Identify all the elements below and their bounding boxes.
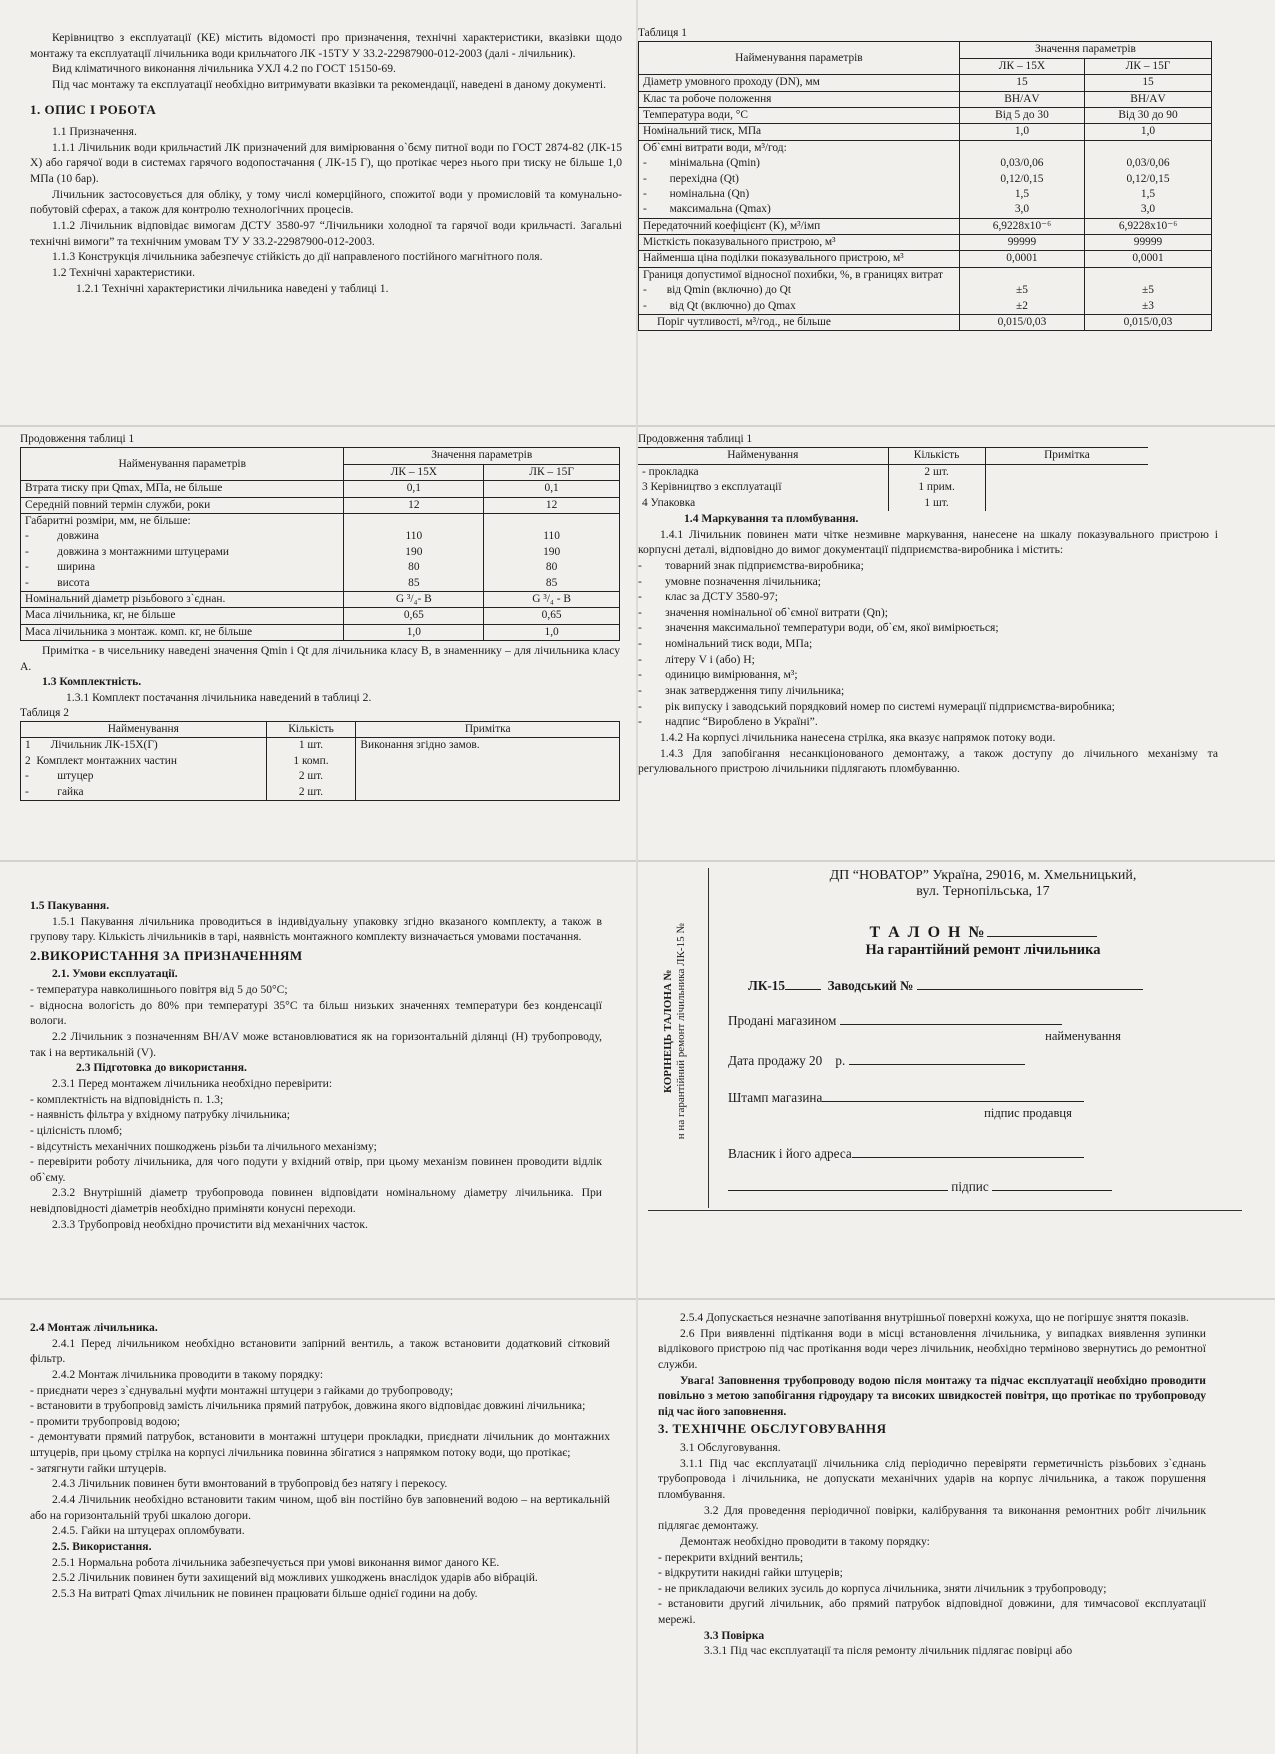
cell: Діаметр умовного проходу (DN), мм: [639, 75, 960, 91]
cell: [21, 785, 267, 801]
error-label: від Qt (включно) до Qmax: [669, 299, 796, 312]
table-1-continuation-kit: [638, 447, 1148, 511]
cell: 0,015/0,03: [1085, 315, 1212, 331]
error-item: - від Qt (включно) до Qmax: [643, 299, 796, 312]
list-item-text: рік випуску і заводський порядковий номер по системі нумерації підприємства-виробника;: [665, 699, 1115, 713]
cell: 6,9228x10⁻⁶: [959, 218, 1084, 234]
cell: [21, 738, 267, 754]
table-row: [21, 497, 620, 513]
clause-3-3: 3.3 Повірка: [704, 1628, 765, 1642]
list-item: - рік випуску і заводський порядковий номер по системі нумерації підприємства-виробника;: [638, 699, 1115, 713]
value: 1,5: [1140, 187, 1156, 200]
coupon-bottom-line: [648, 1210, 1242, 1211]
clause-2-4-2: 2.4.2 Монтаж лічильника проводити в такому порядку:: [52, 1367, 324, 1381]
clause-1-4-1: 1.4.1 Лічильник повинен мати чітке незмивне маркування, нанесене на шкалу показувального пристрою і корпусні деталі, відповідно до вимог документації підприємства-виробника і містить:: [638, 527, 1218, 557]
coupon-form: [728, 868, 1238, 1195]
list-item: - встановити другий лічильник, або прямий патрубок відповідної довжини, для тимчасової експлуатації мережі.: [658, 1597, 1206, 1627]
dim-item: - довжина з монтажними штуцерами: [25, 545, 230, 558]
cell: 0,0001: [959, 251, 1084, 267]
table-row: [21, 754, 620, 769]
panel-maintenance: [658, 1310, 1206, 1659]
shop-caption: найменування: [1045, 1029, 1121, 1043]
flow-label: перехідна (Qt): [669, 172, 739, 185]
list-item: - літеру V і (або) Н;: [638, 652, 755, 666]
row-name: штуцер: [57, 770, 94, 783]
error-item: - від Qmin (включно) до Qt: [643, 284, 792, 297]
clause-1-2: 1.2 Технічні характеристики.: [52, 265, 195, 279]
cell: Місткість показувального пристрою, м³: [639, 235, 960, 251]
cell: 1,0: [484, 624, 620, 640]
cell: Середній повний термін служби, роки: [21, 497, 344, 513]
table-note: Примітка - в чисельнику наведені значення Qmin і Qt для лічильника класу В, в знаменнику – для лічильника класу А.: [20, 644, 620, 673]
section-title-2: 2.ВИКОРИСТАННЯ ЗА ПРИЗНАЧЕННЯМ: [30, 947, 303, 963]
value: 0,12/0,15: [1000, 172, 1044, 185]
clause-3-1-1: 3.1.1 Під час експлуатації лічильника слід періодично перевіряти герметичність різьбових з`єднань трубопровода і лічильника, не допускати механічних ударів на корпус лічильника, а також порушення пломбування.: [658, 1456, 1206, 1501]
talon-number-field[interactable]: [987, 922, 1097, 937]
cell: [959, 140, 1084, 218]
cell: G ³/₄- В: [344, 591, 484, 607]
coupon-title-text: Т А Л О Н №: [869, 924, 987, 941]
coupon-title: [728, 922, 1238, 942]
table-row: [639, 267, 1212, 314]
panel-marking: [638, 432, 1218, 777]
clause-3-2: 3.2 Для проведення періодичної повірки, калібрування та виконання ремонтних робіт лічильник підлягає демонтажу.: [658, 1503, 1206, 1533]
climate-text: Вид кліматичного виконання лічильника УХЛ 4.2 по ГОСТ 15150-69.: [52, 62, 396, 76]
row-number: 1: [25, 739, 31, 752]
coupon-stub: [648, 868, 709, 1208]
value: ±5: [1015, 284, 1028, 297]
cell: 1 шт.: [888, 496, 985, 511]
table-row: [639, 140, 1212, 218]
cell: 12: [484, 497, 620, 513]
owner-field[interactable]: [852, 1143, 1084, 1158]
list-item: - відсутність механічних пошкоджень різьби та лічильного механізму;: [30, 1139, 377, 1153]
list-item: - перевірити роботу лічильника, для чого подути у вхідний отвір, при цьому механізм повинен проводити відлік об`єму.: [30, 1155, 602, 1184]
cell: 1,0: [959, 124, 1084, 140]
clause-1-1-2: 1.1.2 Лічильник відповідає вимогам ДСТУ 3580-97 “Лічильники холодної та гарячої води крильчасті. Загальні технічні вимоги” та технічним умовам ТУ У 33.2-22987900-012-2003.: [30, 218, 622, 248]
table-row: [21, 513, 620, 591]
table-row: [21, 769, 620, 784]
clause-2-3-2: 2.3.2 Внутрішній діаметр трубопровода повинен відповідати номінальному діаметру лічильника. При невідповідності діаметрів необхідно приміняти конусні переходи.: [30, 1186, 602, 1216]
table-row: [21, 738, 620, 754]
cell: Найменша ціна поділки показувального пристрою, м³: [639, 251, 960, 267]
table-row: [639, 218, 1212, 234]
cell: [344, 513, 484, 591]
warranty-coupon: [648, 868, 1242, 1210]
list-item-text: номінальний тиск води, МПа;: [665, 637, 813, 651]
clause-2-5-2: 2.5.2 Лічильник повинен бути захищений від можливих ушкоджень внаслідок ударів або вібрацій.: [52, 1571, 538, 1585]
clause-1-4-2: 1.4.2 На корпусі лічильника нанесена стрілка, яка вказує напрямок потоку води.: [660, 730, 1056, 744]
table-row: [21, 608, 620, 624]
cell: Клас та робоче положення: [639, 91, 960, 107]
shop-row: [728, 1010, 1238, 1029]
flow-label: максимальна (Qmax): [669, 203, 771, 216]
cell: 0,1: [484, 481, 620, 497]
sale-year-label: р.: [835, 1053, 846, 1068]
company-name: ДП “НОВАТОР” Україна, 29016, м. Хмельницький,: [829, 868, 1137, 883]
table-row: [639, 124, 1212, 140]
cell: 15: [1085, 75, 1212, 91]
owner-address-field[interactable]: [728, 1176, 948, 1191]
cell: G ³/₄ - В: [484, 591, 620, 607]
flow-title: Об`ємні витрати води, м³/год:: [643, 141, 787, 154]
column-header: Значення параметрів: [344, 448, 620, 464]
table-2: [20, 721, 620, 801]
value: 190: [405, 545, 423, 558]
list-item: - одиницю вимірювання, м³;: [638, 668, 798, 682]
value: 80: [545, 561, 558, 574]
dim-label: довжина: [57, 530, 99, 543]
list-item: - надпис “Вироблено в Україні”.: [638, 715, 818, 729]
cell: 1 прим.: [888, 480, 985, 495]
column-header: Примітка: [356, 722, 620, 738]
factory-number-field[interactable]: [917, 975, 1143, 990]
column-header: Найменування параметрів: [21, 448, 344, 481]
panel-mounting: [30, 1320, 610, 1602]
list-item: - відкрутити накидні гайки штуцерів;: [658, 1566, 843, 1580]
stamp-field[interactable]: [822, 1087, 1084, 1102]
value: 3,0: [1140, 203, 1156, 216]
flow-item: - номінальна (Qn): [643, 187, 750, 200]
table-row: [639, 75, 1212, 91]
dim-item: - довжина: [25, 530, 99, 543]
cell: 2 шт.: [266, 769, 356, 784]
cell: 0,0001: [1085, 251, 1212, 267]
value: 0,03/0,06: [1000, 157, 1044, 170]
cell: 12: [344, 497, 484, 513]
row-number: -: [25, 785, 29, 798]
cell: [1085, 140, 1212, 218]
clause-2-1: 2.1. Умови експлуатації.: [52, 967, 178, 981]
dim-item: - ширина: [25, 561, 96, 574]
column-header: Примітка: [985, 448, 1148, 464]
owner-signature-field[interactable]: [992, 1176, 1112, 1191]
table-row: [639, 91, 1212, 107]
flow-item: - максимальна (Qmax): [643, 203, 771, 216]
clause-2-6: 2.6 При виявленні підтікання води в місці встановлення лічильника, у випадках виявлення зупинки відлікового пристрою під час протікання води через лічильник, необхідно терміново звернутись до ремонтної служби.: [658, 1326, 1206, 1371]
value: 0,03/0,06: [1126, 157, 1170, 170]
dim-item: - висота: [25, 576, 90, 589]
list-item-text: значення номінальної об`ємної витрати (Qn);: [665, 605, 888, 619]
clause-1-1: 1.1 Призначення.: [52, 125, 137, 139]
table-1-continuation: [20, 447, 620, 641]
stamp-row: [728, 1087, 1238, 1106]
flow-label: номінальна (Qn): [669, 187, 750, 200]
cell: Поріг чутливості, м³/год., не більше: [639, 315, 960, 331]
cell: [356, 785, 620, 801]
cell: Номінальний діаметр різьбового з`єднан.: [21, 591, 344, 607]
table-row: [639, 107, 1212, 123]
list-item-text: значення максимальної температури води, об`єм, якої вимірюється;: [665, 621, 999, 635]
value: 80: [408, 561, 420, 574]
seller-signature-caption: підпис продавця: [984, 1106, 1072, 1120]
value: 3,0: [1014, 203, 1030, 216]
cell: Маса лічильника, кг, не більше: [21, 608, 344, 624]
clause-1-5: 1.5 Пакування.: [30, 899, 110, 912]
column-header: ЛК – 15Г: [1085, 58, 1212, 74]
value: 85: [408, 576, 420, 589]
table-row: [638, 496, 1148, 511]
value: 110: [405, 530, 423, 543]
check-list: [30, 1092, 602, 1186]
list-item: - демонтувати прямий патрубок, встановити в монтажні штуцери прокладки, приєднати лічильник до монтажних штуцерів, при цьому стрілка на корпусі лічильника повинна збігатися з напрямком потоку води, що протікає;: [30, 1430, 610, 1460]
panel-usage: [30, 898, 602, 1232]
intro-text: Керівництво з експлуатації (КЕ) містить відомості про призначення, технічні характеристики, вказівки щодо монтажу та експлуатації лічильника води крильчатого ЛК -15ТУ У 33.2-22987900-012-2003 (далі - лічильник).: [30, 31, 622, 60]
table-row: [639, 235, 1212, 251]
cell: ВН/АV: [1085, 91, 1212, 107]
list-item: - не прикладаючи великих зусиль до корпуса лічильника, зняти лічильник з трубопроводу;: [658, 1581, 1107, 1595]
table-row: [639, 315, 1212, 331]
list-item: - затягнути гайки штуцерів.: [30, 1461, 167, 1475]
clause-1-3-1: 1.3.1 Комплект постачання лічильника наведений в таблиці 2.: [66, 691, 372, 704]
clause-2-4-4: 2.4.4 Лічильник необхідно встановити таким чином, щоб він постійно був заповнений водою – на вертикальній або на горизонтальній трубі шкалою догори.: [30, 1493, 610, 1522]
owner-signature-label: підпис: [951, 1179, 989, 1194]
flow-label: мінімальна (Qmin): [669, 157, 760, 170]
row-name: Лічильник ЛК-15Х(Г): [50, 739, 158, 752]
stub-subtitle: н на гарантійний ремонт лічильника ЛК-15 №: [675, 923, 687, 1140]
clause-2-5-3: 2.5.3 На витраті Qmax лічильник не повинен працювати більше однієї години на добу.: [52, 1586, 478, 1600]
column-header: ЛК – 15Г: [484, 464, 620, 480]
cell: [21, 513, 344, 591]
cell: 2 шт.: [888, 464, 985, 480]
cell: 2 шт.: [266, 785, 356, 801]
list-item-text: клас за ДСТУ 3580-97;: [665, 590, 778, 604]
list-item-text: надпис “Вироблено в Україні”.: [665, 715, 818, 729]
table-row: [638, 464, 1148, 480]
coupon-subtitle: На гарантійний ремонт лічильника: [865, 942, 1101, 958]
cell: Від 30 до 90: [1085, 107, 1212, 123]
cell: [1085, 267, 1212, 314]
cell: [356, 769, 620, 784]
value: 85: [545, 576, 558, 589]
cell: [959, 267, 1084, 314]
column-header: Кількість: [888, 448, 985, 464]
cell: [21, 754, 267, 769]
mount-note: Під час монтажу та експлуатації необхідно витримувати вказівки та рекомендації, наведені в даному документі.: [52, 77, 606, 91]
flow-item: - мінімальна (Qmin): [643, 157, 760, 170]
clause-3-3-1: 3.3.1 Під час експлуатації та після ремонту лічильник підлягає повірці або: [704, 1644, 1073, 1658]
cell: 4 Упаковка: [638, 496, 888, 511]
clause-1-2-1: 1.2.1 Технічні характеристики лічильника наведені у таблиці 1.: [76, 281, 389, 295]
cell: 1,0: [1085, 124, 1212, 140]
table-caption: Продовження таблиці 1: [638, 433, 753, 445]
table-row: [21, 785, 620, 801]
value: 190: [543, 545, 561, 558]
clause-2-5-1: 2.5.1 Нормальна робота лічильника забезпечується при умові виконання вимог даного КЕ.: [52, 1555, 500, 1569]
clause-1-1-3: 1.1.3 Конструкція лічильника забезпечує стійкість до дії направленого постійного магнітного поля.: [52, 250, 543, 264]
row-name: Комплект монтажних частин: [36, 754, 177, 767]
clause-2-3-3: 2.3.3 Трубопровід необхідно прочистити від механічних часток.: [52, 1217, 368, 1231]
list-item: - значення номінальної об`ємної витрати (Qn);: [638, 605, 888, 619]
cell: Номінальний тиск, МПа: [639, 124, 960, 140]
cell: 1 комп.: [266, 754, 356, 769]
cell: 1 шт.: [266, 738, 356, 754]
sale-date-field[interactable]: [849, 1050, 1025, 1065]
clause-2-4-3: 2.4.3 Лічильник повинен бути вмонтований в трубопровід без натягу і перекосу.: [52, 1477, 448, 1491]
table-row: [21, 481, 620, 497]
value: 1,5: [1014, 187, 1030, 200]
usage-text: Лічильник застосовується для обліку, у тому числі комерційного, спожитої води у промисловій та комунально-побутовій сферах, а також для контролю технологічних процесів.: [30, 187, 622, 217]
value: ±2: [1015, 299, 1028, 312]
list-item: - промити трубопровід водою;: [30, 1414, 180, 1428]
cell: 1,0: [344, 624, 484, 640]
table-caption: Таблиця 2: [20, 706, 69, 719]
coupon-stub-text: [662, 896, 688, 1166]
section-title-1: 1. ОПИС І РОБОТА: [30, 101, 157, 117]
warning-text: Увага! Заповнення трубопроводу водою після монтажу та підчас експлуатації необхідно проводити повільно з метою запобігання гідроудару та високих швидкостей повітря, що протікає по трубопроводу під час його заповнення.: [658, 1373, 1206, 1418]
cell: 15: [959, 75, 1084, 91]
cell: 0,65: [484, 608, 620, 624]
cell: Маса лічильника з монтаж. комп. кг, не більше: [21, 624, 344, 640]
column-header: ЛК – 15Х: [344, 464, 484, 480]
owner-signature-row: [728, 1176, 1238, 1195]
clause-1-3: 1.3 Комплектність.: [42, 675, 142, 689]
table-caption: Продовження таблиці 1: [20, 433, 135, 445]
cell: 0,65: [344, 608, 484, 624]
table-row: [21, 591, 620, 607]
error-label: від Qmin (включно) до Qt: [666, 284, 792, 297]
cell: ВН/АV: [959, 91, 1084, 107]
factory-number-label: Заводський №: [827, 978, 914, 993]
clause-2-3: 2.3 Підготовка до використання.: [76, 1061, 247, 1075]
list-item-text: знак затвердження типу лічильника;: [665, 684, 845, 697]
panel-intro: [30, 30, 622, 296]
cell: 0,015/0,03: [959, 315, 1084, 331]
cell: [639, 267, 960, 314]
list-item: - знак затвердження типу лічильника;: [638, 684, 845, 697]
table-1: [638, 41, 1212, 331]
cell: [639, 140, 960, 218]
clause-1-4: 1.4 Маркування та пломбування.: [684, 511, 859, 525]
table-caption: Таблиця 1: [638, 27, 687, 39]
stub-title: КОРІНЕЦЬ ТАЛОНА №: [661, 969, 674, 1093]
section-title-3: 3. ТЕХНІЧНЕ ОБСЛУГОВУВАННЯ: [658, 1421, 887, 1437]
flow-item: - перехідна (Qt): [643, 172, 739, 185]
owner-row: [728, 1143, 1238, 1162]
cell: Від 5 до 30: [959, 107, 1084, 123]
list-item: - встановити в трубопровід замість лічильника прямий патрубок, довжина якого відповідає довжині лічильника;: [30, 1399, 586, 1413]
condition-item: - температура навколишнього повітря від 5 до 50°С;: [30, 983, 288, 997]
column-header: ЛК – 15Х: [959, 58, 1084, 74]
clause-1-4-3: 1.4.3 Для запобігання несанкціонованого демонтажу, а також доступу до лічильного механізму та регулювального пристрою лічильники підлягають пломбуванню.: [638, 746, 1218, 776]
stamp-label: Штамп магазина: [728, 1090, 823, 1105]
list-item: - номінальний тиск води, МПа;: [638, 637, 813, 651]
dismount-steps: [658, 1550, 1206, 1628]
dim-label: висота: [57, 576, 90, 589]
clause-3-1: 3.1 Обслуговування.: [680, 1441, 781, 1455]
model-label: ЛК-15: [748, 978, 785, 993]
value: ±5: [1142, 284, 1154, 297]
cell: Втрата тиску при Qmax, МПа, не більше: [21, 481, 344, 497]
cell: [21, 769, 267, 784]
row-name: гайка: [57, 785, 84, 798]
cell: 3 Керівництво з експлуатації: [638, 480, 888, 495]
dim-label: довжина з монтажними штуцерами: [57, 545, 230, 558]
column-header: Кількість: [266, 722, 356, 738]
value: 110: [543, 530, 560, 543]
list-item: - товарний знак підприємства-виробника;: [638, 558, 864, 572]
owner-label: Власник і його адреса: [728, 1146, 852, 1161]
clause-2-3-1: 2.3.1 Перед монтажем лічильника необхідно перевірити:: [52, 1076, 333, 1090]
table-row: [638, 480, 1148, 495]
cell: 0,1: [344, 481, 484, 497]
cell: 99999: [959, 235, 1084, 251]
column-header: Найменування параметрів: [639, 42, 960, 75]
mount-steps: [30, 1383, 610, 1477]
list-item: - наявність фільтра у вхідному патрубку лічильника;: [30, 1108, 291, 1122]
panel-table-1-cont: [20, 432, 620, 801]
model-field[interactable]: [785, 975, 821, 990]
sale-date-row: [728, 1050, 1238, 1069]
cell: Передаточний коефіцієнт (К), м³/імп: [639, 218, 960, 234]
cell: Виконання згідно замов.: [356, 738, 620, 754]
column-header: Значення параметрів: [959, 42, 1211, 58]
list-item: - значення максимальної температури води, об`єм, якої вимірюється;: [638, 621, 999, 635]
cell: 99999: [1085, 235, 1212, 251]
list-item: - перекрити вхідний вентиль;: [658, 1550, 804, 1564]
table-row: [639, 251, 1212, 267]
panel-table-1: [638, 26, 1212, 331]
dim-label: ширина: [57, 561, 96, 574]
column-header: Найменування: [638, 448, 888, 464]
cell: - прокладка: [638, 464, 888, 480]
cell: [484, 513, 620, 591]
clause-2-4-1: 2.4.1 Перед лічильником необхідно встановити запірний вентиль, а також встановити додатковий сітковий фільтр.: [30, 1336, 610, 1366]
table-row: [21, 624, 620, 640]
list-item-text: одиницю вимірювання, м³;: [665, 668, 798, 682]
list-item: - клас за ДСТУ 3580-97;: [638, 590, 778, 604]
list-item: - умовне позначення лічильника;: [638, 574, 821, 588]
company-address: вул. Тернопільська, 17: [916, 884, 1050, 899]
clause-2-5-4: 2.5.4 Допускається незначне запотівання внутрішньої поверхні кожуха, що не погіршує зняття показів.: [680, 1311, 1189, 1324]
clause-2-4: 2.4 Монтаж лічильника.: [30, 1321, 158, 1334]
sale-date-label: Дата продажу 20: [728, 1053, 823, 1068]
column-header: Найменування: [21, 722, 267, 738]
list-item-text: літеру V і (або) Н;: [665, 652, 755, 666]
list-item: - приєднати через з`єднувальні муфти монтажні штуцери з гайками до трубопроводу;: [30, 1383, 454, 1397]
list-item-text: товарний знак підприємства-виробника;: [665, 558, 864, 572]
clause-1-5-1: 1.5.1 Пакування лічильника проводиться в індивідуальну упаковку згідно вказаного комплекту, а також в групову тару. Кількість лічильників в тарі, наявність монтажного комплекту визначається умовами постачання.: [30, 914, 602, 944]
marking-list: [638, 558, 1218, 730]
list-item: - комплектність на відповідність п. 1.3;: [30, 1092, 224, 1106]
dimensions-title: Габаритні розміри, мм, не більше:: [25, 514, 191, 527]
list-item-text: умовне позначення лічильника;: [665, 574, 821, 588]
cell: Температура води, °С: [639, 107, 960, 123]
shop-field[interactable]: [840, 1010, 1062, 1025]
cell: [356, 754, 620, 769]
clause-2-2: 2.2 Лічильник з позначенням ВН/АV може встановлюватися як на горизонтальній ділянці (Н) трубопроводу, так і на вертикальній (V).: [30, 1030, 602, 1059]
condition-item: - відносна вологість до 80% при температурі 35°С та більш низьких значеннях температури без конденсації вологи.: [30, 998, 602, 1028]
row-number: -: [25, 770, 29, 783]
error-title: Границя допустимої відносної похибки, %, в границях витрат: [643, 268, 943, 281]
value: 0,12/0,15: [1126, 172, 1170, 185]
cell: 6,9228x10⁻⁶: [1085, 218, 1212, 234]
shop-label: Продані магазином: [728, 1013, 837, 1028]
dismount-intro: Демонтаж необхідно проводити в такому порядку:: [680, 1534, 930, 1548]
value: ±3: [1142, 299, 1154, 312]
clause-2-5: 2.5. Використання.: [52, 1539, 152, 1553]
list-item: - цілісність пломб;: [30, 1123, 123, 1137]
clause-2-4-5: 2.4.5. Гайки на штуцерах опломбувати.: [52, 1524, 245, 1538]
clause-1-1-1: 1.1.1 Лічильник води крильчастий ЛК призначений для вимірювання о`бєму питної води по ГОСТ 2874-82 (ЛК-15 Х) або гарячої води в системах гарячого водопостачання ( ЛК-15 Г), що протікає через нього при тиску не більше 1,0 МПа (10 бар).: [30, 140, 622, 186]
model-row: [728, 975, 1238, 994]
row-number: 2: [25, 754, 31, 767]
